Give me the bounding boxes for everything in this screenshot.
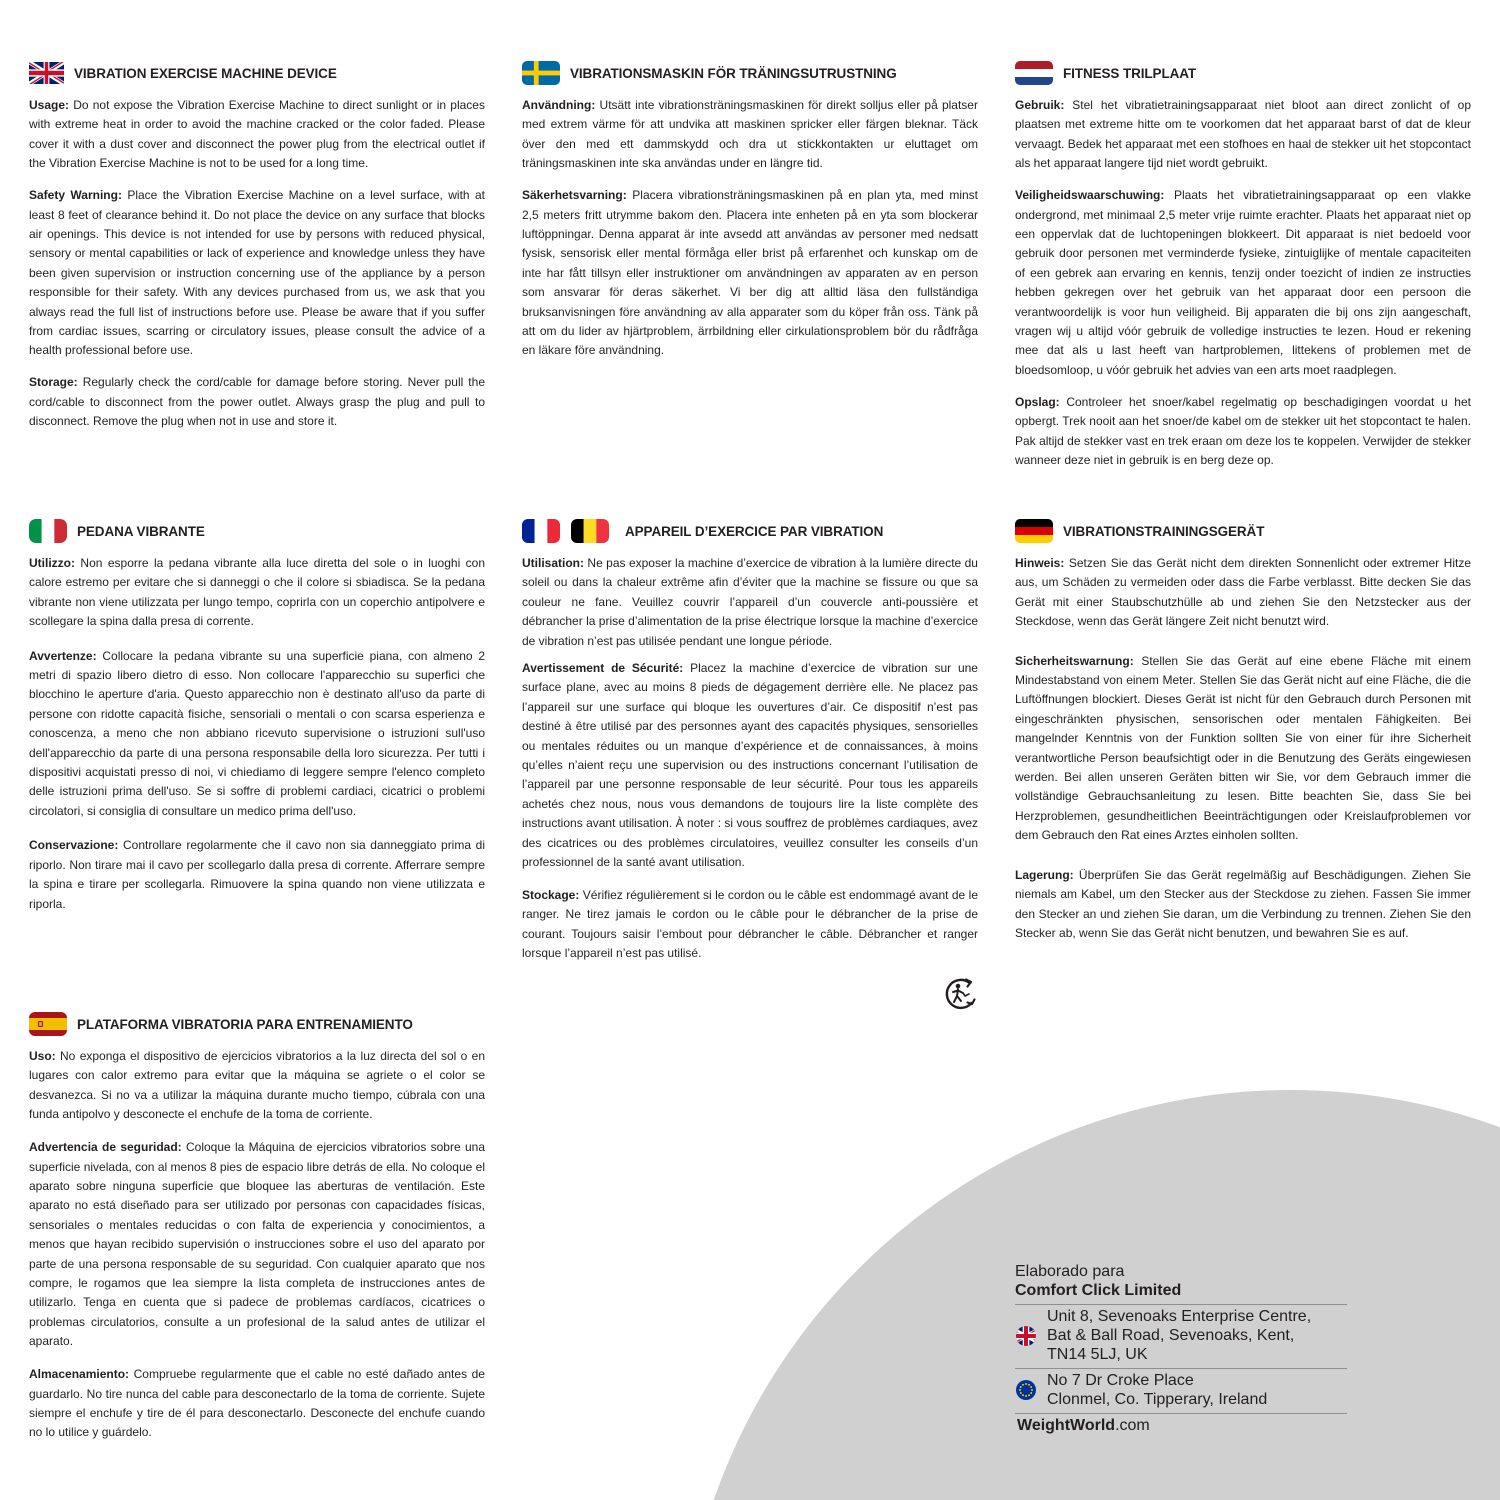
- paragraph-text: Placera vibrationsträningsmaskinen på en plan yta, med minst 2,5 meters fritt utrymme bakom den. Placera inte enheten på en yta som blockerar luftöppningar. Denna apparat är inte avsedd att användas av personer med nedsatt fysisk, sensorisk eller mental förmåga eller brist på erfarenhet och kunskap om de inte har fått tillsyn eller instruktioner om användningen av apparaten av en person som ansvarar för deras säkerhet. Vi ber dig att alltid läsa den fullständiga bruksanvisningen före användning av alla apparater som du köper från oss. Tänk på att om du lider av hjärtproblem, ärrbildning eller cirkulationsproblem bör du rådfråga en läkare före användning.: [522, 188, 978, 358]
- section-title: VIBRATION EXERCISE MACHINE DEVICE: [74, 65, 337, 81]
- paragraph-label: Säkerhetsvarning:: [522, 188, 627, 203]
- address-line: Bat & Ball Road, Sevenoaks, Kent,: [1047, 1327, 1295, 1344]
- paragraph-text: Place the Vibration Exercise Machine on a level surface, with at least 8 feet of clearance behind it. Do not place the device on any surface that blocks air openings. This device is not intended for use by persons with reduced physical, sensory or mental capabilities or lack of experience and knowledge unless they have been given supervision or instruction concerning use of the appliance by a person responsible for their safety. With any devices purchased from us, we ask that you always read the full list of instructions before use. Please be aware that if you suffer from cardiac issues, scarring or circulatory issues, please consult the advice of a health professional before use.: [29, 188, 485, 358]
- paragraph-label: Användning:: [522, 98, 596, 112]
- belgium-flag-icon: [571, 519, 609, 543]
- section-header: [1015, 60, 1471, 86]
- paragraph-label: Usage:: [29, 98, 70, 112]
- paragraph-label: Opslag:: [1015, 394, 1060, 409]
- germany-flag-icon: [1015, 519, 1053, 543]
- website-tld: .com: [1115, 1417, 1150, 1434]
- usage-paragraph: [522, 554, 978, 651]
- eu-address-row: [1015, 1371, 1347, 1409]
- section-dutch: [1015, 60, 1471, 483]
- paragraph-text: Controllare regolarmente che il cavo non sia danneggiato prima di riporlo. Non tirare mai il cavo per scollegarlo dalla presa di corrente. Afferrare sempre la spina e tirare per scollegarla. Rimuovere la spina quando non viene utilizzata e riporla.: [29, 838, 486, 911]
- section-header: [29, 60, 485, 86]
- uk-flag-icon: [29, 62, 64, 84]
- section-italian: [29, 518, 485, 929]
- website: [1015, 1416, 1347, 1435]
- france-flag-icon: [522, 519, 560, 543]
- safety-warning-paragraph: [522, 659, 978, 872]
- storage-paragraph: [29, 373, 485, 431]
- section-title: APPAREIL D’EXERCICE PAR VIBRATION: [625, 523, 884, 539]
- paragraph-label: Lagerung:: [1015, 867, 1074, 882]
- company-name: Comfort Click Limited: [1015, 1282, 1182, 1299]
- paragraph-label: Conservazione:: [29, 838, 119, 853]
- manufacturer-imprint: [1015, 1262, 1347, 1435]
- section-header: [1015, 518, 1471, 544]
- website-brand: WeightWorld: [1017, 1417, 1116, 1434]
- paragraph-label: Almacenamiento:: [29, 1367, 130, 1382]
- section-header: [522, 60, 978, 86]
- paragraph-text: Non esporre la pedana vibrante alla luce diretta del sole o in luoghi con calore estremo per evitare che si danneggi o che il colore si sbiadisca. Se la pedana vibrante non viene utilizzata per lungo tempo, coprirla con un coperchio antipolvere e scollegare la spina dalla presa di corrente.: [29, 556, 486, 629]
- storage-paragraph: [29, 836, 485, 914]
- storage-paragraph: [1015, 866, 1471, 944]
- address-line: TN14 5LJ, UK: [1047, 1346, 1148, 1363]
- paragraph-text: Do not expose the Vibration Exercise Machine to direct sunlight or in places with extreme heat in order to avoid the machine cracked or the color faded. Please cover it with a dust cover and disconnect the power plug from the electrical outlet if the Vibration Exercise Machine is not to be used for a long time.: [29, 98, 485, 171]
- usage-paragraph: [1015, 96, 1471, 174]
- address-line: Unit 8, Sevenoaks Enterprise Centre,: [1047, 1308, 1312, 1325]
- section-header: [29, 1011, 485, 1037]
- divider: [1015, 1304, 1347, 1305]
- storage-paragraph: [522, 886, 978, 964]
- paragraph-text: Ne pas exposer la machine d’exercice de vibration à la lumière directe du soleil ou dans la chaleur extrême afin d’éviter que la machine se fissure ou que sa couleur ne fane. Veuillez couvrir l’appareil d’un couvercle anti-poussière et débrancher la prise d’alimentation de la prise électrique lorsque la machine d’exercice de vibration n’est pas utilisée pendant une longue période.: [522, 556, 978, 648]
- triman-recycling-icon: [944, 976, 978, 1010]
- paragraph-label: Storage:: [29, 375, 78, 390]
- paragraph-text: Vérifiez régulièrement si le cordon ou le câble est endommagé avant de le ranger. Ne tirez jamais le cordon ou le câble pour le débrancher de la prise de courant. Toujours saisir l’embout pour débrancher le câble. Débrancher et ranger lorsque l’appareil n’est pas utilisé.: [522, 888, 978, 961]
- eu-address: [1047, 1371, 1267, 1409]
- section-title: PLATAFORMA VIBRATORIA PARA ENTRENAMIENTO: [77, 1016, 413, 1032]
- safety-warning-paragraph: [1015, 652, 1471, 846]
- section-swedish: [522, 60, 978, 373]
- section-title: FITNESS TRILPLAAT: [1063, 65, 1197, 81]
- section-spanish: [29, 1011, 485, 1456]
- uk-address: [1047, 1307, 1311, 1364]
- address-line: Clonmel, Co. Tipperary, Ireland: [1047, 1391, 1268, 1408]
- usage-paragraph: [522, 96, 978, 174]
- usage-paragraph: [29, 1047, 485, 1125]
- storage-paragraph: [1015, 393, 1471, 471]
- section-header: [522, 518, 978, 544]
- section-german: [1015, 518, 1471, 963]
- made-for-label: Elaborado para: [1015, 1263, 1125, 1280]
- safety-warning-paragraph: [1015, 186, 1471, 380]
- paragraph-label: Sicherheitswarnung:: [1015, 653, 1134, 668]
- usage-paragraph: [1015, 554, 1471, 632]
- paragraph-text: Plaats het vibratietrainingsapparaat op een vlakke ondergrond, met minimaal 2,5 meter vrije ruimte erachter. Plaats het apparaat niet op een oppervlak dat de luchtopeningen blokkeert. Dit apparaat is niet bedoeld voor gebruik door personen met verminderde fysieke, zintuiglijke of mentale capaciteiten of een gebrek aan ervaring en kennis, tenzij onder toezicht of indien ze instructies hebben gekregen over het gebruik van het apparaat door een persoon die verantwoordelijk is voor hun veiligheid. Bij apparaten die bij ons zijn aangeschaft, vragen wij u altijd vóór gebruik de volledige instructies te lezen. Houd er rekening mee dat als u last heeft van hartproblemen, littekens of problemen met de bloedsomloop, u vóór gebruik het advies van een arts moet raadplegen.: [1015, 188, 1471, 377]
- paragraph-label: Utilisation:: [522, 556, 584, 570]
- paragraph-label: Advertencia de seguridad:: [29, 1140, 182, 1155]
- section-french: [522, 518, 978, 972]
- paragraph-text: Utsätt inte vibrationsträningsmaskinen för direkt solljus eller på platser med extrem värme för att undvika att maskinen spricker eller färgen bleknar. Täck över den med ett dammskydd och dra ut stickkontakten ur eluttaget om träningsmaskinen inte ska användas under en längre tid.: [522, 98, 978, 171]
- usage-paragraph: [29, 96, 485, 174]
- spain-flag-icon: [29, 1012, 67, 1036]
- sweden-flag-icon: [522, 61, 560, 85]
- safety-warning-paragraph: [29, 1138, 485, 1351]
- paragraph-text: Placez la machine d’exercice de vibration sur une surface plane, avec au moins 8 pieds de dégagement derrière elle. Ne placez pas l’appareil sur une surface qui bloque les ouvertures d’air. Ce dispositif n’est pas destiné à être utilisé par des personnes ayant des capacités physiques, sensorielles ou mentales réduites ou un manque d’expérience et de connaissances, à moins qu’elles n’aient reçu une supervision ou des instructions concernant l’utilisation de l’appareil par une personne responsable de leur sécurité. Pour tous les appareils achetés chez nous, nous vous demandons de toujours lire la liste complète des instructions avant utilisation. À noter : si vous souffrez de problèmes cardiaques, avez des cicatrices ou des problèmes circulatoires, veuillez consulter les conseils d’un professionnel de la santé avant utilisation.: [522, 661, 978, 870]
- uk-address-row: [1015, 1307, 1347, 1364]
- paragraph-label: Veiligheidswaarschuwing:: [1015, 188, 1165, 203]
- paragraph-label: Stockage:: [522, 888, 580, 902]
- safety-warning-paragraph: [29, 186, 485, 361]
- paragraph-label: Avertissement de Sécurité:: [522, 661, 684, 676]
- divider: [1015, 1368, 1347, 1369]
- paragraph-label: Hinweis:: [1015, 556, 1065, 570]
- paragraph-text: Collocare la pedana vibrante su una superficie piana, con almeno 2 metri di spazio libero dietro di esso. Non collocare l'apparecchio su superfici che blocchino le aperture d'aria. Questo apparecchio non è destinato all'uso da parte di persone con ridotte capacità fisiche, sensoriali o mentali o con scarsa esperienza e conoscenza, a meno che non abbiano ricevuto supervisione o istruzioni sull'uso dell'apparecchio da parte di una persona responsabile della loro sicurezza. Per tutti i dispositivi acquistati presso di noi, vi chiediamo di leggere sempre l'elenco completo delle istruzioni prima dell'uso. Se si soffre di problemi cardiaci, cicatrici o problemi circolatori, si consiglia di consultare un medico prima dell'uso.: [29, 648, 485, 818]
- uk-flag-round-icon: [1016, 1326, 1036, 1346]
- section-title: VIBRATIONSMASKIN FÖR TRÄNINGSUTRUSTNING: [570, 65, 897, 81]
- safety-warning-paragraph: [29, 647, 485, 822]
- paragraph-label: Gebruik:: [1015, 98, 1065, 112]
- eu-flag-round-icon: [1016, 1380, 1036, 1400]
- divider: [1015, 1413, 1347, 1414]
- storage-paragraph: [29, 1365, 485, 1443]
- paragraph-text: Überprüfen Sie das Gerät regelmäßig auf Beschädigungen. Ziehen Sie niemals am Kabel, um den Stecker aus der Steckdose zu ziehen. Fassen Sie immer den Stecker an und ziehen Sie daran, um die Verbindung zu trennen. Ziehen Sie den Stecker ab, wenn Sie das Gerät nicht benutzen, und bewahren Sie es auf.: [1015, 867, 1471, 940]
- paragraph-text: Regularly check the cord/cable for damage before storing. Never pull the cord/cable to disconnect from the power outlet. Always grasp the plug and pull to disconnect. Remove the plug when not in use and store it.: [29, 375, 485, 429]
- safety-warning-paragraph: [522, 186, 978, 361]
- paragraph-text: Coloque la Máquina de ejercicios vibratorios sobre una superficie nivelada, con al menos 8 pies de espacio libre detrás de ella. No coloque el aparato sobre ninguna superficie que bloquee las aberturas de ventilación. Este aparato no está diseñado para ser utilizado por personas con capacidades físicas, sensoriales o mentales reducidas o con falta de experiencia y conocimientos, a menos que hayan recibido supervisión o instrucciones sobre el uso del aparato por parte de una persona responsable de su seguridad. Con cualquier aparato que nos compre, le rogamos que lea siempre la lista completa de instrucciones antes de utilizarlo. Tenga en cuenta que si padece de problemas cardíacos, cicatrices o problemas circulatorios, consulte a un profesional de la salud antes de utilizar el aparato.: [29, 1140, 485, 1349]
- paragraph-label: Uso:: [29, 1049, 56, 1063]
- paragraph-label: Utilizzo:: [29, 556, 75, 570]
- section-title: PEDANA VIBRANTE: [77, 523, 205, 539]
- netherlands-flag-icon: [1015, 61, 1053, 85]
- section-title: VIBRATIONSTRAININGSGERÄT: [1063, 523, 1265, 539]
- paragraph-text: Setzen Sie das Gerät nicht dem direkten Sonnenlicht oder extremer Hitze aus, um Schäden zu vermeiden oder dass die Farbe verblasst. Bitte decken Sie das Gerät mit einer Staubschutzhülle ab und ziehen Sie den Netzstecker aus der Steckdose, wenn das Gerät längere Zeit nicht benutzt wird.: [1015, 556, 1471, 629]
- usage-paragraph: [29, 554, 485, 632]
- italy-flag-icon: [29, 519, 67, 543]
- paragraph-label: Avvertenze:: [29, 648, 97, 663]
- paragraph-label: Safety Warning:: [29, 188, 122, 203]
- address-line: No 7 Dr Croke Place: [1047, 1372, 1194, 1389]
- paragraph-text: Compruebe regularmente que el cable no esté dañado antes de guardarlo. No tire nunca del cable para desconectarlo de la toma de corriente. Sujete siempre el enchufe y tire de él para desconectarlo. Desconecte del enchufe cuando no lo utilice y guárdelo.: [29, 1367, 485, 1440]
- paragraph-text: Stel het vibratietrainingsapparaat niet bloot aan direct zonlicht of op plaatsen met extreme hitte om te voorkomen dat het apparaat barst of dat de kleur vervaagt. Bedek het apparaat met een stofhoes en haal de stekker uit het stopcontact als het apparaat langere tijd niet wordt gebruikt.: [1015, 98, 1471, 171]
- paragraph-text: No exponga el dispositivo de ejercicios vibratorios a la luz directa del sol o en lugares con calor extremo para evitar que la máquina se agriete o el color se desvanezca. Si no va a utilizar la máquina durante mucho tiempo, cúbrala con una funda antipolvo y desconecte el enchufe de la toma de corriente.: [29, 1049, 485, 1122]
- paragraph-text: Controleer het snoer/kabel regelmatig op beschadigingen voordat u het opbergt. Trek nooit aan het snoer/de kabel om de stekker uit het stopcontact te halen. Pak altijd de stekker vast en trek eraan om deze los te koppelen. Verwijder de stekker wanneer deze niet in gebruik is en berg deze op.: [1015, 394, 1471, 468]
- section-english: [29, 60, 485, 444]
- paragraph-text: Stellen Sie das Gerät auf eine ebene Fläche mit einem Mindestabstand von einem Meter. Stellen Sie das Gerät nicht auf eine Fläche, die die Luftöffnungen blockiert. Dieses Gerät ist nicht für den Gebrauch durch Personen mit eingeschränkten physischen, sensorischen oder mentalen Fähigkeiten. Bei mangelnder Kenntnis von der Funktion sollten Sie von einer für ihre Sicherheit verantwortliche Person beaufsichtigt oder in die Benutzung des Geräts eingewiesen werden. Bei allen unseren Geräten bitten wir Sie, vor dem Gebrauch immer die vollständige Gebrauchsanleitung zu lesen. Bitte beachten Sie, dass Sie bei Herzproblemen, gesundheitlichen Beeinträchtigungen oder Kreislaufproblemen vor dem Gebrauch den Rat eines Arztes einholen sollten.: [1015, 653, 1471, 843]
- section-header: [29, 518, 485, 544]
